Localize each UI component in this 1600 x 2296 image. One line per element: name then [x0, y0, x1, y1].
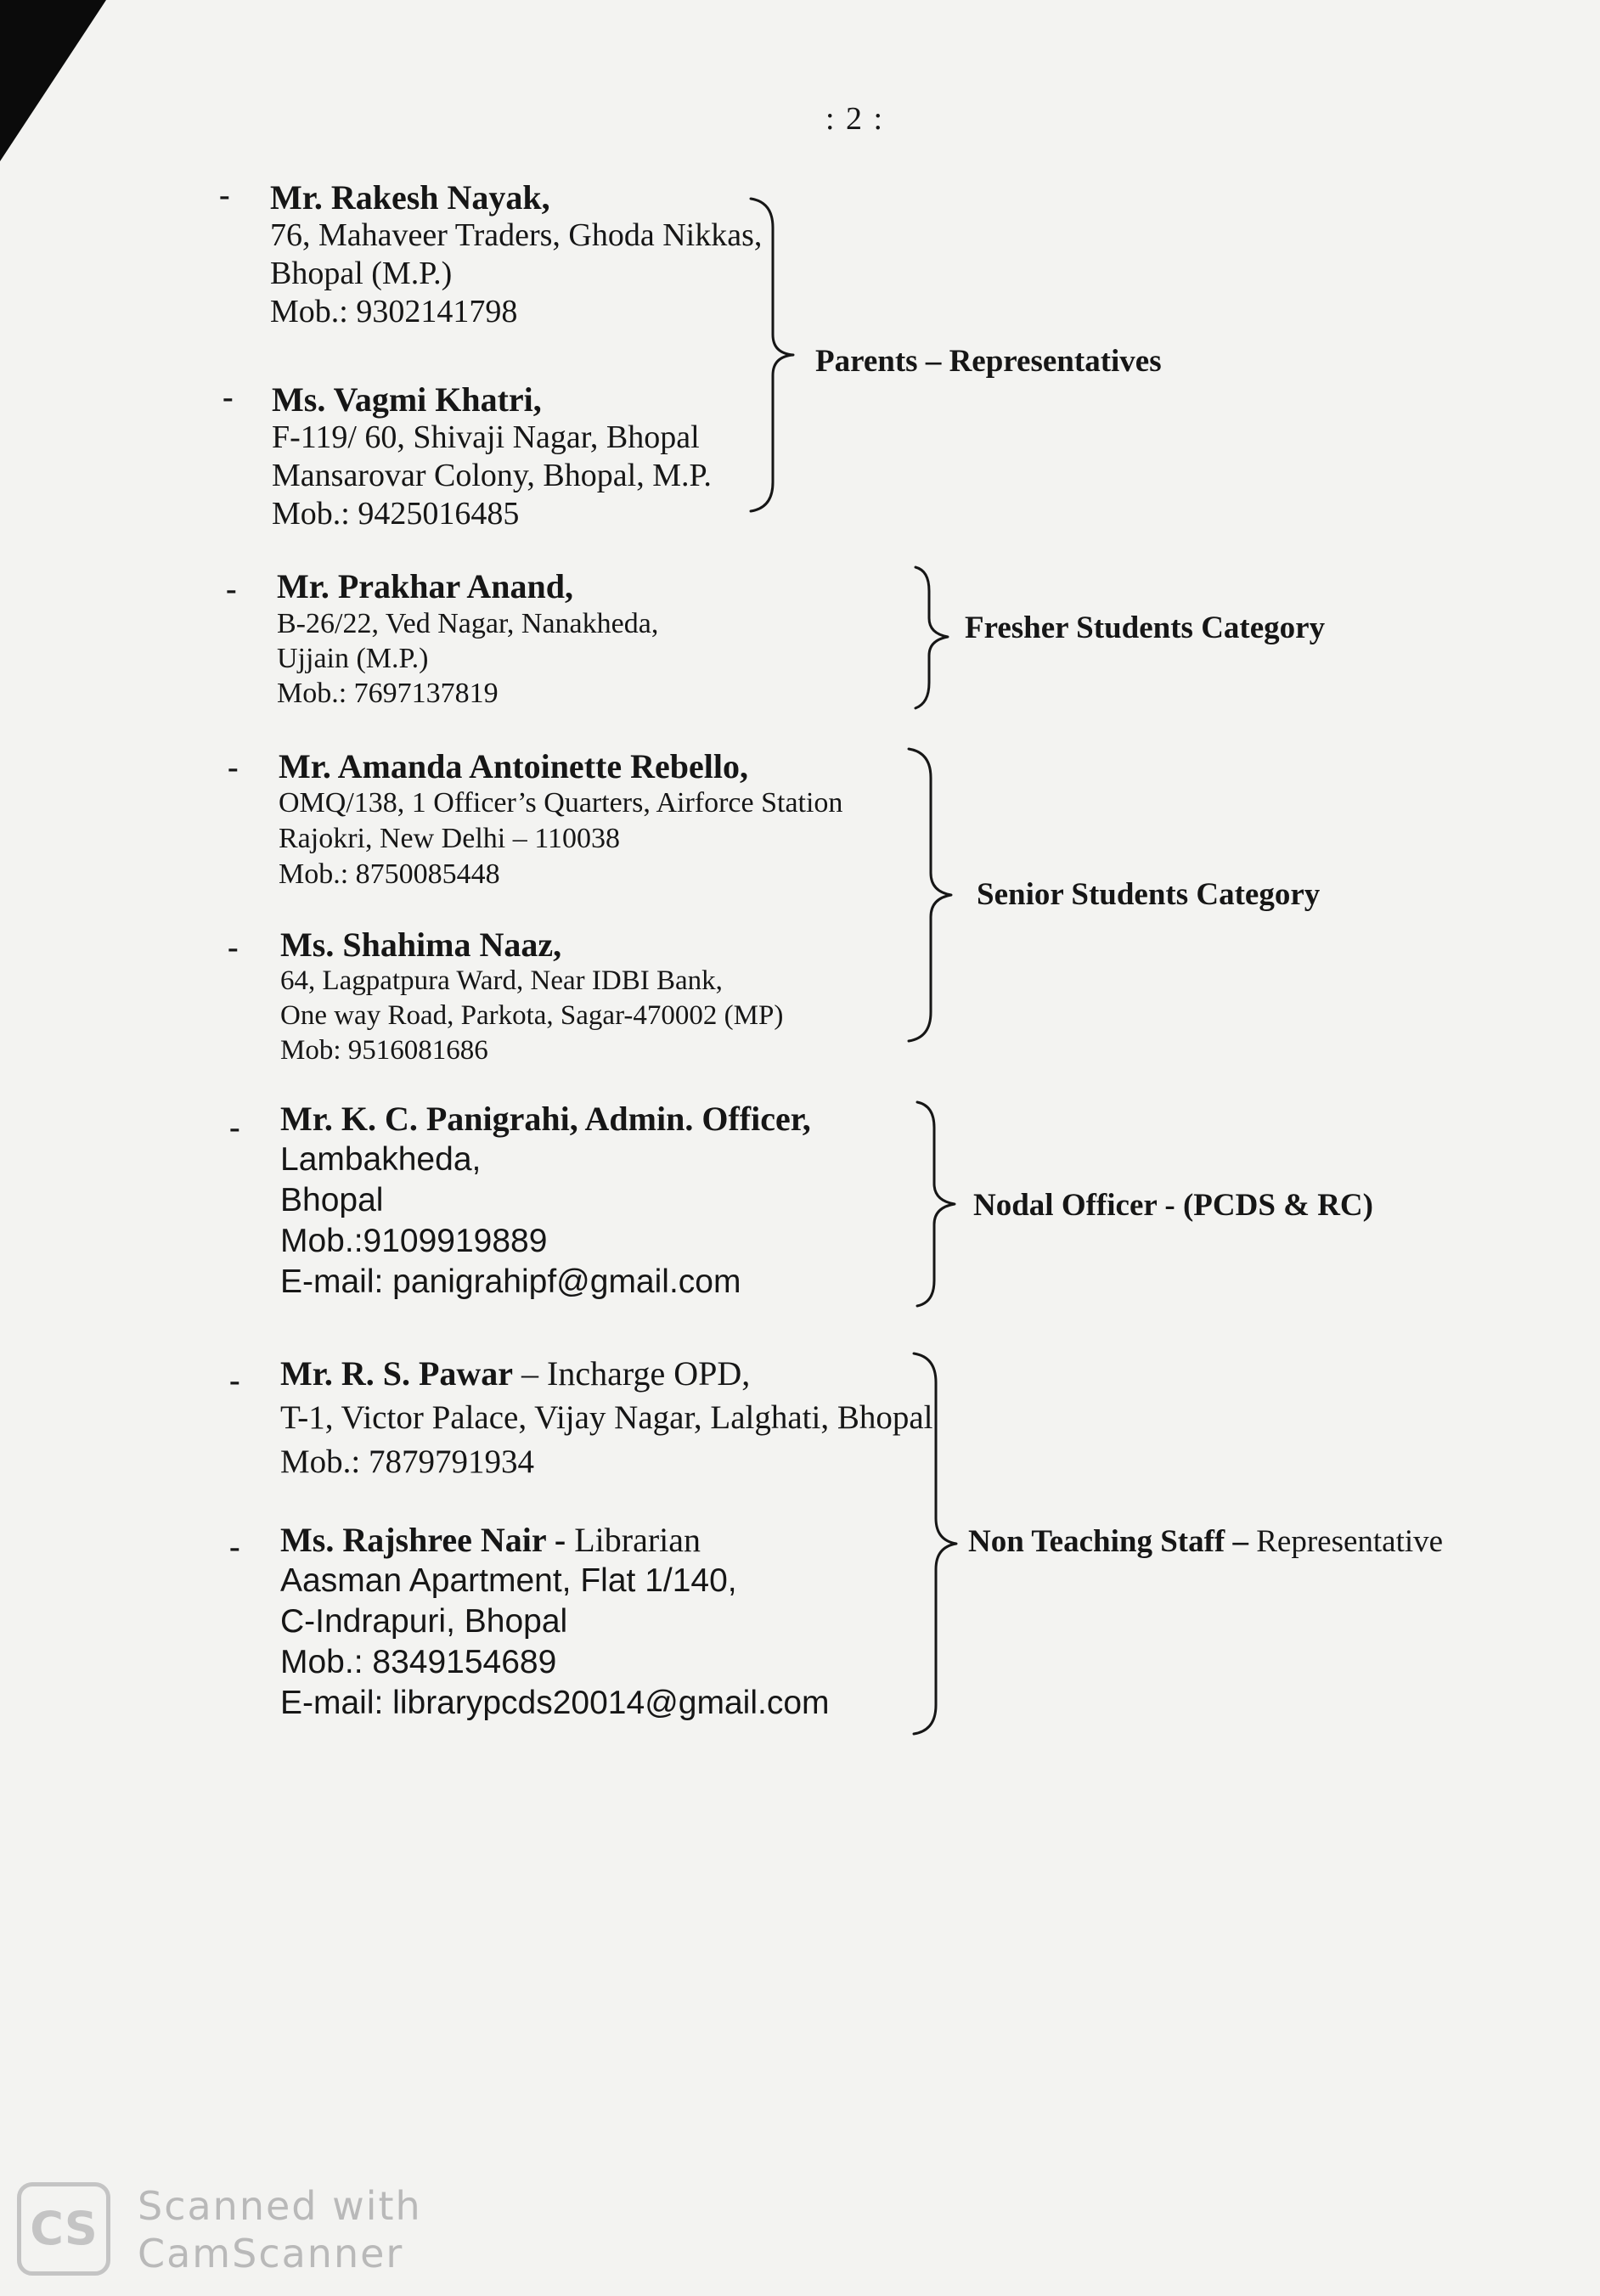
- member-entry: [280, 926, 783, 1068]
- group-label: Parents – Representatives: [815, 344, 1162, 379]
- member-name: Mr. Amanda Antoinette Rebello,: [279, 747, 748, 785]
- member-name: Mr. K. C. Panigrahi, Admin. Officer,: [280, 1100, 811, 1138]
- member-address: B-26/22, Ved Nagar, Nanakheda,: [277, 608, 659, 639]
- group-label: Nodal Officer - (PCDS & RC): [973, 1188, 1373, 1223]
- group-label-rest: Representative: [1248, 1524, 1444, 1559]
- bullet-dash: -: [229, 1529, 240, 1565]
- member-entry: [280, 1099, 811, 1303]
- member-email: E-mail: librarypcds20014@gmail.com: [280, 1685, 830, 1721]
- scan-corner-shadow: [0, 0, 106, 161]
- group-brace: [912, 566, 955, 710]
- group-label: Fresher Students Category: [965, 611, 1326, 645]
- member-address: Lambakheda,: [280, 1141, 482, 1178]
- member-mobile: Mob: 9516081686: [280, 1035, 488, 1066]
- bullet-dash: -: [229, 1363, 240, 1398]
- member-name: Mr. R. S. Pawar: [280, 1354, 514, 1393]
- member-entry: [279, 747, 842, 892]
- member-name: Ms. Rajshree Nair -: [280, 1521, 566, 1559]
- member-mobile: Mob.: 7697137819: [277, 678, 499, 709]
- bullet-dash: -: [219, 177, 230, 213]
- member-entry: [272, 380, 712, 533]
- member-entry: [280, 1520, 830, 1724]
- member-entry: [280, 1352, 933, 1484]
- group-label-bold: Non Teaching Staff –: [968, 1524, 1248, 1559]
- member-address: F-119/ 60, Shivaji Nagar, Bhopal: [272, 419, 700, 455]
- member-name: Mr. Rakesh Nayak,: [270, 178, 550, 217]
- member-mobile: Mob.: 7879791934: [280, 1443, 535, 1480]
- group-label: [968, 1523, 1443, 1560]
- member-address: Bhopal (M.P.): [270, 256, 453, 291]
- group-brace: [905, 747, 956, 1043]
- member-address: Ujjain (M.P.): [277, 643, 429, 674]
- group-label: Senior Students Category: [977, 877, 1321, 912]
- member-name: Mr. Prakhar Anand,: [277, 567, 573, 605]
- bullet-dash: -: [228, 750, 239, 785]
- group-brace: [747, 197, 798, 513]
- member-name: Ms. Shahima Naaz,: [280, 926, 562, 964]
- bullet-dash: -: [229, 1110, 240, 1145]
- member-address: 64, Lagpatpura Ward, Near IDBI Bank,: [280, 965, 723, 996]
- watermark-line: CamScanner: [138, 2231, 404, 2276]
- camscanner-watermark: [17, 2182, 425, 2276]
- member-role: Librarian: [566, 1521, 701, 1559]
- member-address: OMQ/138, 1 Officer’s Quarters, Airforce Station: [279, 787, 843, 819]
- group-brace: [910, 1352, 961, 1736]
- member-address: T-1, Victor Palace, Vijay Nagar, Lalghati, Bhopal: [280, 1399, 933, 1436]
- member-address: One way Road, Parkota, Sagar-470002 (MP): [280, 1000, 784, 1031]
- member-address: Mansarovar Colony, Bhopal, M.P.: [272, 458, 712, 493]
- member-mobile: Mob.: 8750085448: [279, 858, 500, 890]
- member-address: Bhopal: [280, 1182, 384, 1218]
- member-entry: [270, 178, 762, 331]
- member-mobile: Mob.:9109919889: [280, 1223, 548, 1259]
- group-brace: [914, 1100, 960, 1308]
- member-mobile: Mob.: 8349154689: [280, 1644, 557, 1680]
- member-name: Ms. Vagmi Khatri,: [272, 380, 542, 419]
- member-address: 76, Mahaveer Traders, Ghoda Nikkas,: [270, 217, 763, 253]
- watermark-text: [138, 2182, 422, 2277]
- member-mobile: Mob.: 9425016485: [272, 496, 520, 532]
- bullet-dash: -: [223, 380, 234, 415]
- member-name-line: [280, 1352, 933, 1396]
- member-name-line: [280, 1520, 830, 1561]
- member-address: C-Indrapuri, Bhopal: [280, 1603, 568, 1640]
- watermark-line: Scanned with: [138, 2183, 422, 2229]
- bullet-dash: -: [226, 571, 237, 607]
- bullet-dash: -: [228, 930, 239, 965]
- page-number: : 2 :: [825, 101, 885, 137]
- camscanner-logo: CS: [17, 2182, 110, 2276]
- member-entry: [277, 567, 658, 711]
- member-address: Aasman Apartment, Flat 1/140,: [280, 1562, 737, 1599]
- member-role: – Incharge OPD,: [513, 1354, 751, 1393]
- member-email: E-mail: panigrahipf@gmail.com: [280, 1263, 741, 1300]
- member-mobile: Mob.: 9302141798: [270, 294, 518, 329]
- member-address: Rajokri, New Delhi – 110038: [279, 823, 620, 854]
